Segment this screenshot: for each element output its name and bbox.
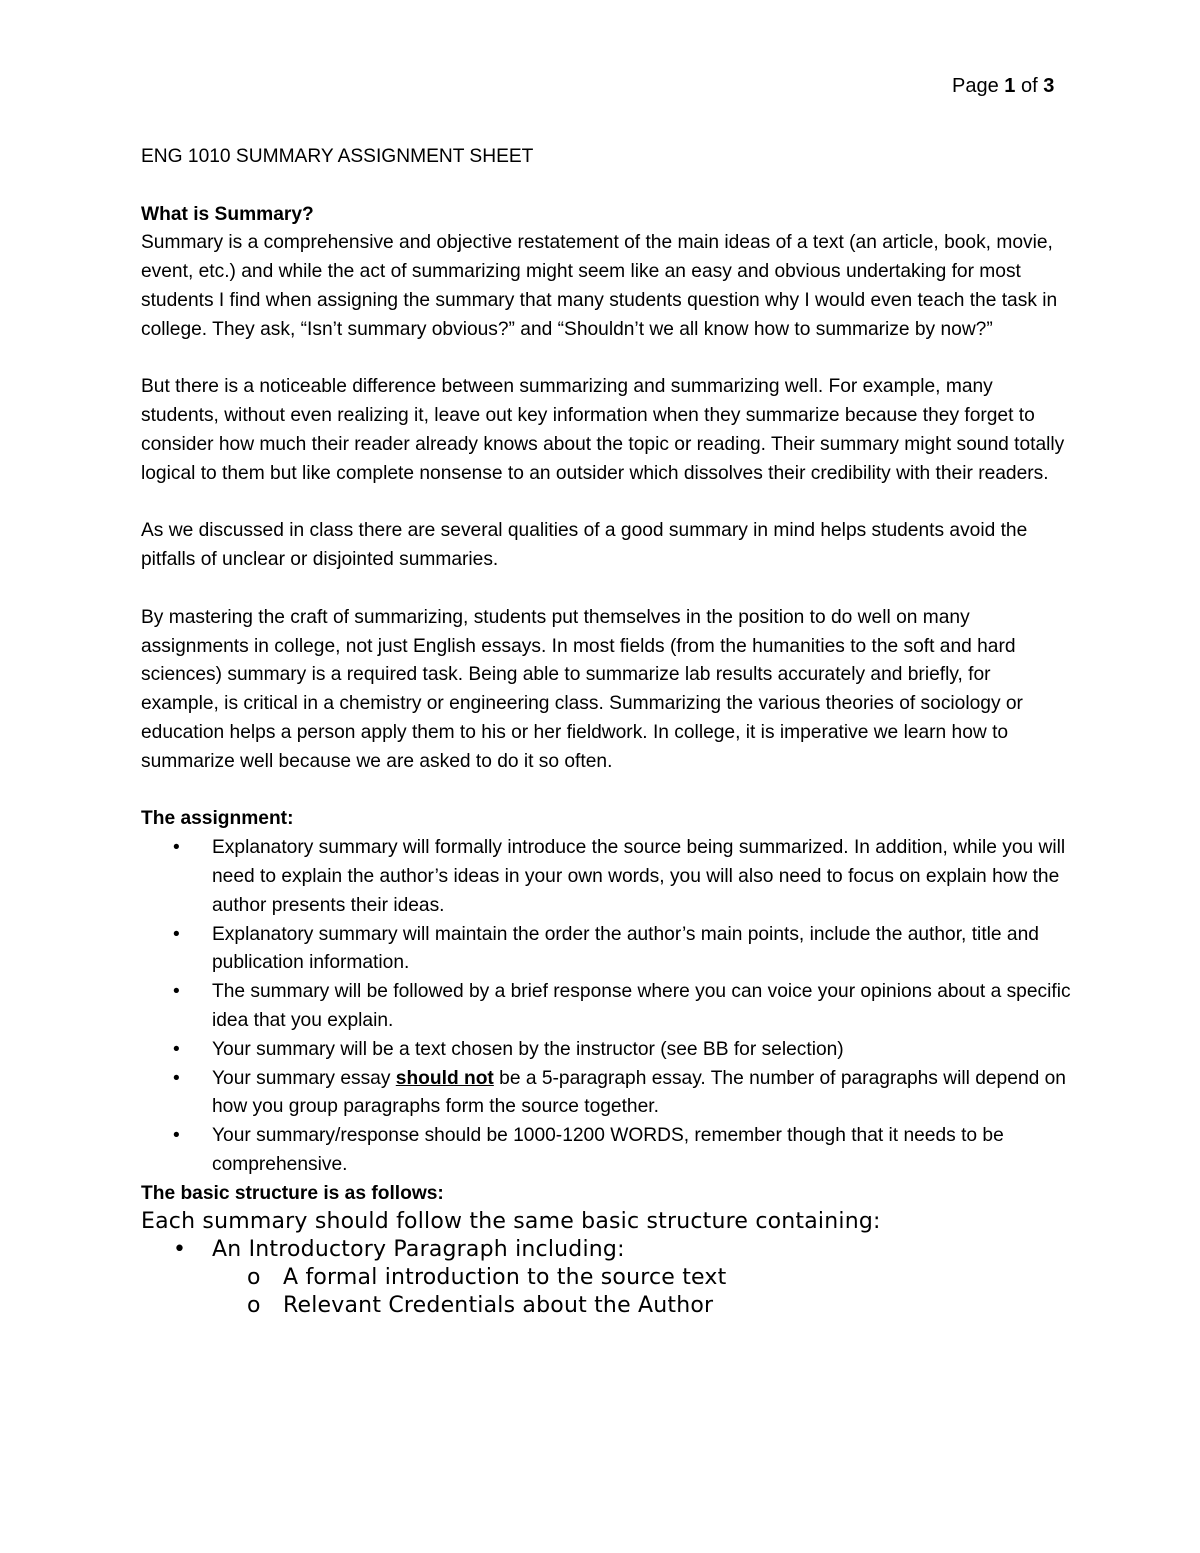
list-item-text: Explanatory summary will maintain the order the author’s main points, include the author, title and publication information. <box>212 923 1039 974</box>
circle-bullet-icon: o <box>247 1293 261 1319</box>
structure-intro: Each summary should follow the same basic structure containing: <box>141 1209 881 1235</box>
list-item <box>141 1236 1071 1264</box>
list-item-text: Your summary/response should be 1000-1200 WORDS, remember though that it needs to be comprehensive. <box>212 1125 1004 1175</box>
sub-list-item-text: A formal introduction to the source text <box>283 1265 727 1291</box>
paragraph-1: Summary is a comprehensive and objective restatement of the main ideas of a text (an article, book, movie, event, etc.) and while the act of summarizing might seem like an easy and obvious undertaking for most students I find when assigning the summary that many students question why I would even teach the task in college. They ask, “Isn’t summary obvious?” and “Shouldn’t we all know how to summarize by now?” <box>141 232 1058 340</box>
sub-list-item <box>141 1264 1071 1292</box>
bullet-icon: • <box>173 1237 187 1263</box>
paragraph-4: By mastering the craft of summarizing, students put themselves in the position to do well on many assignments in college, not just English essays. In most fields (from the humanities to the soft and hard sciences) summary is a required task. Being able to summarize lab results accurately and briefly, for example, is critical in a chemistry or engineering class. Summarizing the various theories of sociology or education helps a person apply them to his or her fieldwork. In college, it is imperative we learn how to summarize well because we are asked to do it so often. <box>141 606 1023 772</box>
list-item-text: The summary will be followed by a brief response where you can voice your opinions about a specific idea that you explain. <box>212 981 1071 1031</box>
page-of: of <box>1020 75 1038 97</box>
sub-list-item-text: Relevant Credentials about the Author <box>283 1293 714 1319</box>
circle-bullet-icon: o <box>247 1265 261 1291</box>
list-item <box>141 834 1071 920</box>
list-item-text: Your summary will be a text chosen by the instructor (see BB for selection) <box>212 1038 844 1060</box>
page-number <box>952 72 1054 100</box>
paragraph-3: As we discussed in class there are several qualities of a good summary in mind helps students avoid the pitfalls of unclear or disjointed summaries. <box>141 520 1028 571</box>
bullet-icon: • <box>173 837 180 859</box>
document-body <box>141 143 1071 1320</box>
list-item-text-after: be a 5-paragraph essay. The number of paragraphs will depend on how you group paragraphs form the source together. <box>212 1067 1066 1118</box>
list-item <box>141 921 1071 979</box>
bullet-icon: • <box>173 981 180 1003</box>
bullet-icon: • <box>173 1038 180 1060</box>
page-current: 1 <box>1004 75 1016 97</box>
bullet-icon: • <box>173 1125 180 1147</box>
section-heading-what-is-summary: What is Summary? <box>141 203 314 225</box>
page-total: 3 <box>1043 75 1055 97</box>
page-prefix: Page <box>952 75 999 97</box>
list-item <box>141 1036 1071 1065</box>
section-heading-assignment: The assignment: <box>141 808 294 830</box>
list-item-text: Explanatory summary will formally introduce the source being summarized. In addition, while you will need to explain the author’s ideas in your own words, you will also need to focus on explain how the author presents their ideas. <box>212 837 1066 916</box>
section-heading-structure: The basic structure is as follows: <box>141 1182 444 1204</box>
bullet-icon: • <box>173 923 180 945</box>
list-item <box>141 1065 1071 1123</box>
sub-list-item <box>141 1292 1071 1320</box>
list-item <box>141 1122 1071 1180</box>
assignment-list <box>141 834 1071 1180</box>
document-title: ENG 1010 SUMMARY ASSIGNMENT SHEET <box>141 146 534 167</box>
structure-block <box>141 1208 1071 1320</box>
list-item-text-before: Your summary essay <box>212 1067 396 1089</box>
structure-list <box>141 1236 1071 1320</box>
paragraph-2: But there is a noticeable difference between summarizing and summarizing well. For example, many students, without even realizing it, leave out key information when they summarize because they forget to consider how much their reader already knows about the topic or reading. Their summary might sound totally logical to them but like complete nonsense to an outsider which dissolves their credibility with their readers. <box>141 376 1065 484</box>
list-item-text: An Introductory Paragraph including: <box>212 1237 625 1263</box>
bullet-icon: • <box>173 1067 180 1089</box>
emphasis-should-not: should not <box>395 1067 494 1089</box>
list-item <box>141 978 1071 1036</box>
